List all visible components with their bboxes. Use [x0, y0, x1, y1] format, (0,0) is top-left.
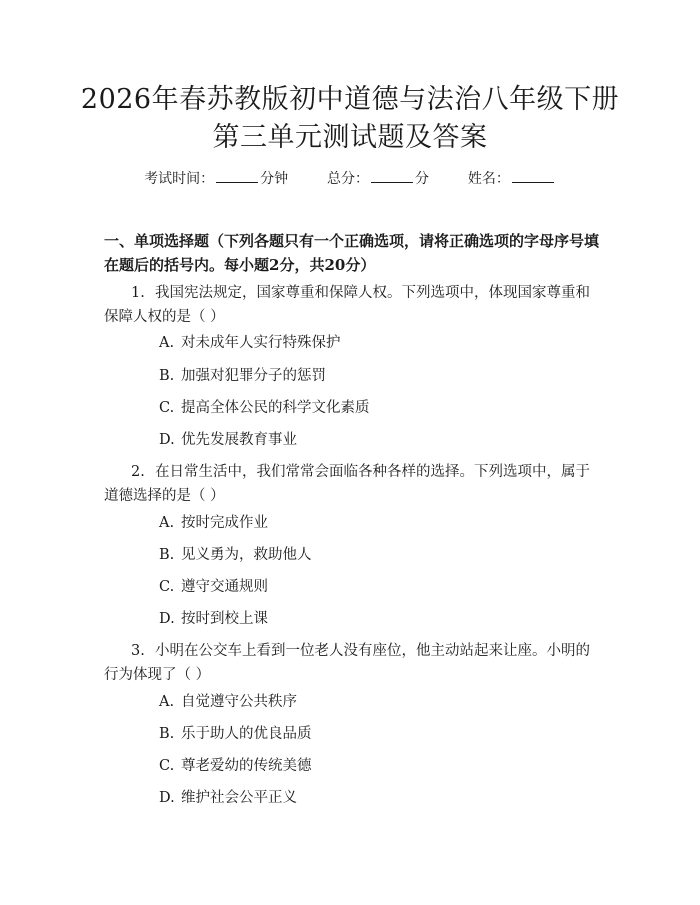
time-blank — [216, 170, 258, 183]
option-1c: C. 提高全体公民的科学文化素质 — [159, 400, 370, 416]
name-blank — [512, 170, 554, 183]
option-3a: A. 自觉遵守公共秩序 — [159, 694, 297, 710]
option-2b: B. 见义勇为，救助他人 — [159, 547, 312, 563]
score-unit: 分 — [415, 171, 429, 187]
option-2d: D. 按时到校上课 — [159, 611, 268, 627]
option-2c: C. 遵守交通规则 — [159, 579, 268, 595]
question-text: 我国宪法规定，国家尊重和保障人权。下列选项中，体现国家尊重和保障人权的是（ ） — [104, 285, 590, 325]
option-3d: D. 维护社会公平正义 — [159, 790, 297, 806]
question-text: 在日常生活中，我们常常会面临各种各样的选择。下列选项中，属于道德选择的是（ ） — [104, 464, 590, 504]
question-1 — [104, 281, 604, 329]
option-3b: B. 乐于助人的优良品质 — [159, 726, 312, 742]
option-1a: A. 对未成年人实行特殊保护 — [159, 335, 341, 351]
option-1d: D. 优先发展教育事业 — [159, 432, 297, 448]
time-label: 考试时间： — [144, 171, 215, 187]
question-number: 3. — [131, 643, 145, 659]
score-label: 总分： — [327, 171, 369, 187]
exam-meta — [0, 168, 700, 188]
question-number: 2. — [131, 464, 145, 480]
question-text: 小明在公交车上看到一位老人没有座位，他主动站起来让座。小明的行为体现了（ ） — [104, 643, 590, 683]
question-2 — [104, 460, 604, 508]
document-title-line1: 2026年春苏教版初中道德与法治八年级下册 — [80, 84, 620, 115]
question-number: 1. — [131, 285, 145, 301]
question-3 — [104, 639, 604, 687]
document-title-line2: 第三单元测试题及答案 — [212, 122, 488, 153]
option-1b: B. 加强对犯罪分子的惩罚 — [159, 368, 326, 384]
time-unit: 分钟 — [260, 171, 289, 187]
option-3c: C. 尊老爱幼的传统美德 — [159, 758, 312, 774]
score-blank — [371, 170, 413, 183]
section-title: 一、单项选择题（下列各题只有一个正确选项，请将正确选项的字母序号填在题后的括号内。每小题2分，共20分） — [104, 232, 600, 274]
option-2a: A. 按时完成作业 — [159, 515, 268, 531]
name-label: 姓名： — [467, 171, 510, 187]
